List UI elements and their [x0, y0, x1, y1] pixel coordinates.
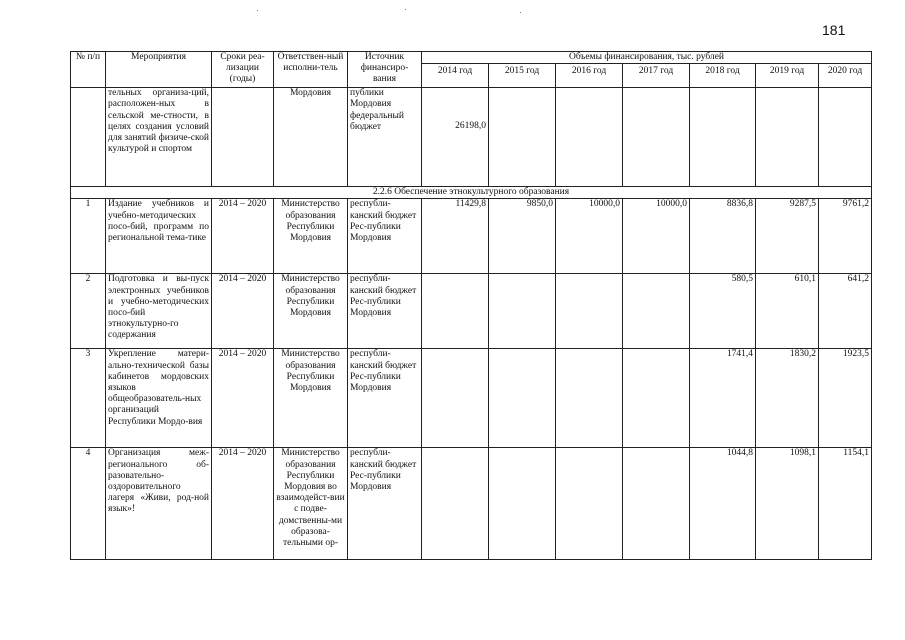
cell-value: 26198,0 [422, 88, 489, 187]
cell-value: 1830,2 [756, 349, 819, 448]
cell-terms [212, 88, 274, 187]
cell-terms: 2014 – 2020 [212, 199, 274, 274]
section-header-row [71, 187, 872, 199]
cell-value: 8836,8 [690, 199, 756, 274]
year-header: 2019 год [756, 64, 819, 88]
cell-value [556, 274, 623, 349]
cell-responsible: Министерство образования Республики Мордовия [274, 274, 348, 349]
year-header: 2016 год [556, 64, 623, 88]
cell-no: 3 [71, 349, 106, 448]
cell-value [422, 448, 489, 560]
cell-value: 610,1 [756, 274, 819, 349]
cell-value: 1154,1 [819, 448, 872, 560]
table-row [71, 274, 872, 349]
cell-source: республи-канский бюджет Рес-публики Мордовия [348, 274, 422, 349]
cell-value: 1044,8 [690, 448, 756, 560]
scan-speck [257, 10, 258, 11]
section-title: 2.2.6 Обеспечение этнокультурного образования [71, 187, 872, 199]
col-header-event: Мероприятия [106, 52, 212, 88]
cell-value [756, 88, 819, 187]
col-header-responsible: Ответствен-ный исполни-тель [274, 52, 348, 88]
cell-value [819, 88, 872, 187]
cell-value [623, 448, 690, 560]
cell-value [489, 448, 556, 560]
col-header-terms: Сроки реа-лизации (годы) [212, 52, 274, 88]
cell-value: 11429,8 [422, 199, 489, 274]
cell-responsible: Мордовия [274, 88, 348, 187]
cell-value [556, 349, 623, 448]
cell-value: 9287,5 [756, 199, 819, 274]
cell-responsible: Министерство образования Республики Мордовия [274, 199, 348, 274]
cell-value [623, 349, 690, 448]
cell-source: республи-канский бюджет Рес-публики Мордовия [348, 448, 422, 560]
table-row [71, 448, 872, 560]
cell-terms: 2014 – 2020 [212, 274, 274, 349]
scan-speck [405, 9, 406, 10]
cell-value [623, 274, 690, 349]
cell-value: 10000,0 [556, 199, 623, 274]
cell-value: 1098,1 [756, 448, 819, 560]
cell-value: 1741,4 [690, 349, 756, 448]
cell-no: 2 [71, 274, 106, 349]
cell-source: республи-канский бюджет Рес-публики Мордовия [348, 349, 422, 448]
cell-terms: 2014 – 2020 [212, 448, 274, 560]
cell-value: 10000,0 [623, 199, 690, 274]
cell-source: публики Мордовия федеральный бюджет [348, 88, 422, 187]
cell-value [556, 88, 623, 187]
cell-value [489, 274, 556, 349]
cell-no [71, 88, 106, 187]
cell-source: республи-канский бюджет Рес-публики Мордовия [348, 199, 422, 274]
cell-no: 4 [71, 448, 106, 560]
cell-terms: 2014 – 2020 [212, 349, 274, 448]
scan-speck [520, 12, 521, 13]
cell-value [489, 88, 556, 187]
cell-value [556, 448, 623, 560]
col-header-volumes: Объемы финансирования, тыс. рублей [422, 52, 872, 64]
year-header: 2020 год [819, 64, 872, 88]
cell-value [690, 88, 756, 187]
cell-value [623, 88, 690, 187]
cell-responsible: Министерство образования Республики Мордовия во взаимодейст-вии с подве-домственны-ми образова-тельными ор- [274, 448, 348, 560]
cell-value: 9761,2 [819, 199, 872, 274]
year-header: 2017 год [623, 64, 690, 88]
cell-value: 9850,0 [489, 199, 556, 274]
header-row-top [71, 52, 872, 64]
cell-event: Организация меж-регионального об-разовательно-оздоровительного лагеря «Живи, род-ной язык»! [106, 448, 212, 560]
cell-value: 1923,5 [819, 349, 872, 448]
cell-value [422, 349, 489, 448]
table-row-continued [71, 88, 872, 187]
cell-event: Укрепление матери-ально-технической базы кабинетов мордовских языков общеобразователь-ных организаций Республики Мордо-вия [106, 349, 212, 448]
table-row [71, 199, 872, 274]
year-header: 2018 год [690, 64, 756, 88]
col-header-no: № п/п [71, 52, 106, 88]
table-row [71, 349, 872, 448]
page-number: 181 [822, 22, 846, 38]
cell-value [422, 274, 489, 349]
cell-value [489, 349, 556, 448]
year-header: 2014 год [422, 64, 489, 88]
cell-value: 580,5 [690, 274, 756, 349]
cell-event: тельных организа-ций, расположен-ных в сельской ме-стности, в целях создания условий для занятий физиче-ской культурой и спортом [106, 88, 212, 187]
col-header-source: Источник финансиро-вания [348, 52, 422, 88]
financing-table [70, 51, 872, 560]
cell-event: Подготовка и вы-пуск электронных учебников и учебно-методических посо-бий этнокультурно-го содержания [106, 274, 212, 349]
cell-value: 641,2 [819, 274, 872, 349]
cell-event: Издание учебников и учебно-методических посо-бий, программ по региональной тема-тике [106, 199, 212, 274]
cell-responsible: Министерство образования Республики Мордовия [274, 349, 348, 448]
year-header: 2015 год [489, 64, 556, 88]
cell-no: 1 [71, 199, 106, 274]
